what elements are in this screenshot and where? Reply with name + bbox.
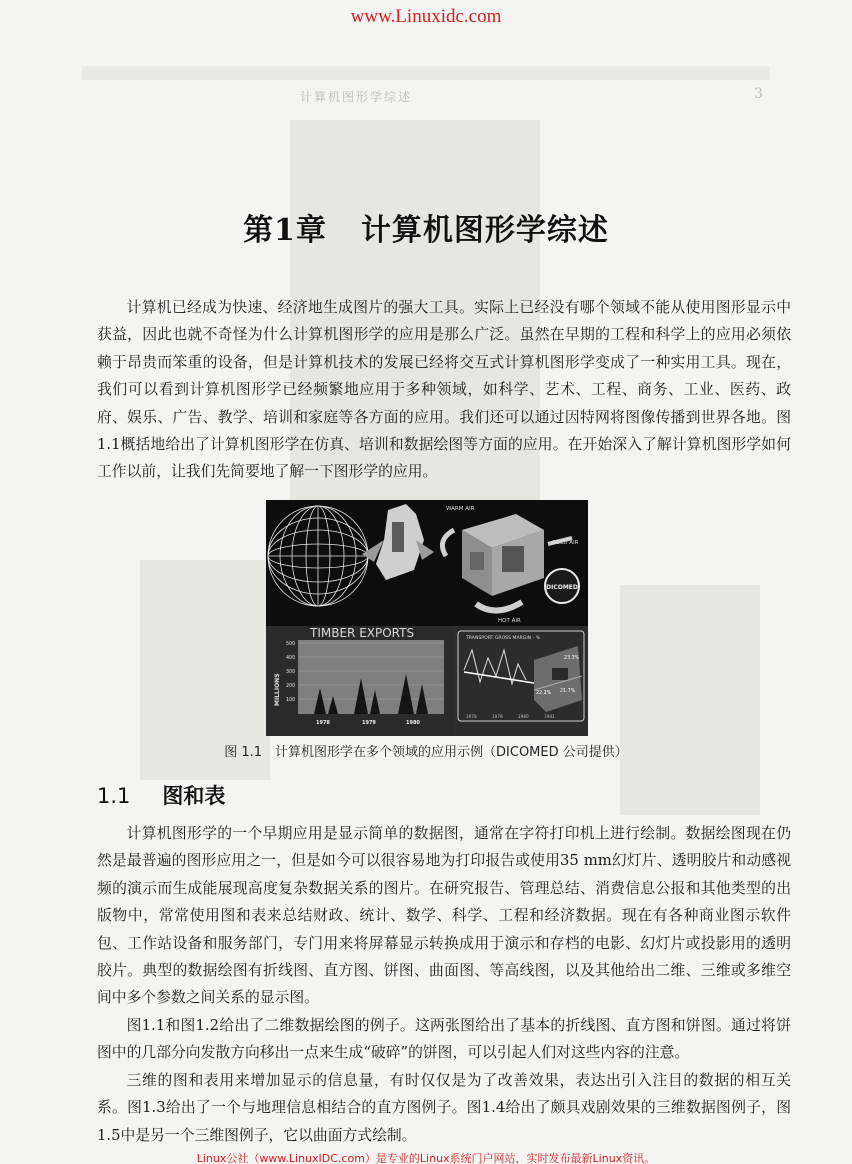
timber-y-tick: 200 (286, 684, 296, 689)
timber-x-tick: 1978 (316, 720, 330, 726)
label-cold-air: COLD AIR (552, 540, 579, 546)
callout-2: 21.7% (560, 689, 576, 694)
intro-paragraph: 计算机已经成为快速、经济地生成图片的强大工具。实际上已经没有哪个领域不能从使用图形显示中获益，因此也就不奇怪为什么计算机图形学的应用是那么广泛。虽然在早期的工程和科学上的应用必须依赖于昂贵而笨重的设备，但是计算机技术的发展已经将交互式计算机图形学变成了一种实用工具。现在，我们可以看到计算机图形学已经频繁地应用于多种领域，如科学、艺术、工程、商务、工业、医药、政府、娱乐、广告、教学、培训和家庭等各方面的应用。我们还可以通过因特网将图像传播到世界各地。图1.1概括地给出了计算机图形学在仿真、培训和数据绘图等方面的应用。在开始深入了解计算机图形学如何工作以前，让我们先简要地了解一下图形学的应用。 (97, 299, 791, 481)
transport-x-tick: 1981 (544, 714, 555, 719)
figure-caption: 图 1.1 计算机图形学在多个领域的应用示例（DICOMED 公司提供） (224, 745, 628, 760)
running-header: 计算机图形学综述 (300, 90, 413, 104)
transport-x-tick: 1978 (466, 714, 477, 719)
timber-chart-title: TIMBER EXPORTS (310, 626, 415, 640)
watermark-bottom[interactable]: Linux公社（www.LinuxIDC.com）是专业的Linux系统门户网站，实时发布最新Linux资讯。 (196, 1152, 656, 1164)
label-hot-air: HOT AIR (498, 618, 521, 624)
timber-x-tick: 1979 (362, 720, 376, 726)
label-warm-air: WARM AIR (446, 506, 475, 512)
logo-text: DICOMED (546, 584, 578, 591)
watermark-top[interactable]: www.Linuxidc.com (350, 6, 502, 27)
timber-x-tick: 1980 (406, 720, 420, 726)
scan-background-band (82, 66, 770, 80)
section-heading (97, 780, 225, 810)
page-number: 3 (754, 86, 763, 102)
chapter-name: 计算机图形学综述 (360, 213, 609, 248)
figure-1-1-image (266, 500, 588, 736)
timber-y-tick: 300 (286, 670, 296, 675)
timber-y-tick: 500 (286, 642, 296, 647)
callout-3: 22.2% (536, 691, 552, 696)
chapter-title (0, 205, 852, 249)
section-paragraph-3: 三维的图和表用来增加显示的信息量，有时仅仅是为了改善效果，表达出引入注目的数据的相互关系。图1.3给出了一个与地理信息相结合的直方图例子。图1.4给出了颇具戏剧效果的三维数据图例子，图1.5中是另一个三维图例子，它以曲面方式绘制。 (97, 1072, 791, 1144)
figure-1-1 (266, 500, 588, 736)
section-paragraph-2: 图1.1和图1.2给出了二维数据绘图的例子。这两张图给出了基本的折线图、直方图和饼图。通过将饼图中的几部分向发散方向移出一点来生成“破碎”的饼图，可以引起人们对这些内容的注意。 (97, 1017, 791, 1062)
transport-chart-title: TRANSPORT GROSS MARGIN - % (466, 636, 541, 641)
scan-background-shape (620, 585, 760, 815)
timber-y-label: MILLIONS (274, 673, 281, 706)
callout-1: 23.3% (564, 656, 580, 661)
section-paragraph-1: 计算机图形学的一个早期应用是显示简单的数据图，通常在字符打印机上进行绘制。数据绘图现在仍然是最普遍的图形应用之一，但是如今可以很容易地为打印报告或使用35 mm幻灯片、透明胶片和动感视频的演示而生成能展现高度复杂数据关系的图片。在研究报告、管理总结、消费信息公报和其他类型的出版物中，常常使用图和表来总结财政、统计、数学、科学、工程和经济数据。现在有各种商业图示软件包、工作站设备和服务部门，专门用来将屏幕显示转换成用于演示和存档的电影、幻灯片或投影用的透明胶片。典型的数据绘图有折线图、直方图、饼图、曲面图、等高线图，以及其他给出二维、三维或多维空间中多个参数之间关系的显示图。 (97, 825, 791, 1007)
timber-y-tick: 100 (286, 698, 296, 703)
section-title: 图和表 (162, 784, 226, 808)
transport-x-tick: 1980 (518, 714, 529, 719)
section-number: 1.1 (97, 784, 131, 808)
dicomed-logo (545, 569, 579, 603)
transport-x-tick: 1979 (492, 714, 503, 719)
timber-y-tick: 400 (286, 656, 296, 661)
chapter-number: 第1章 (243, 213, 327, 248)
